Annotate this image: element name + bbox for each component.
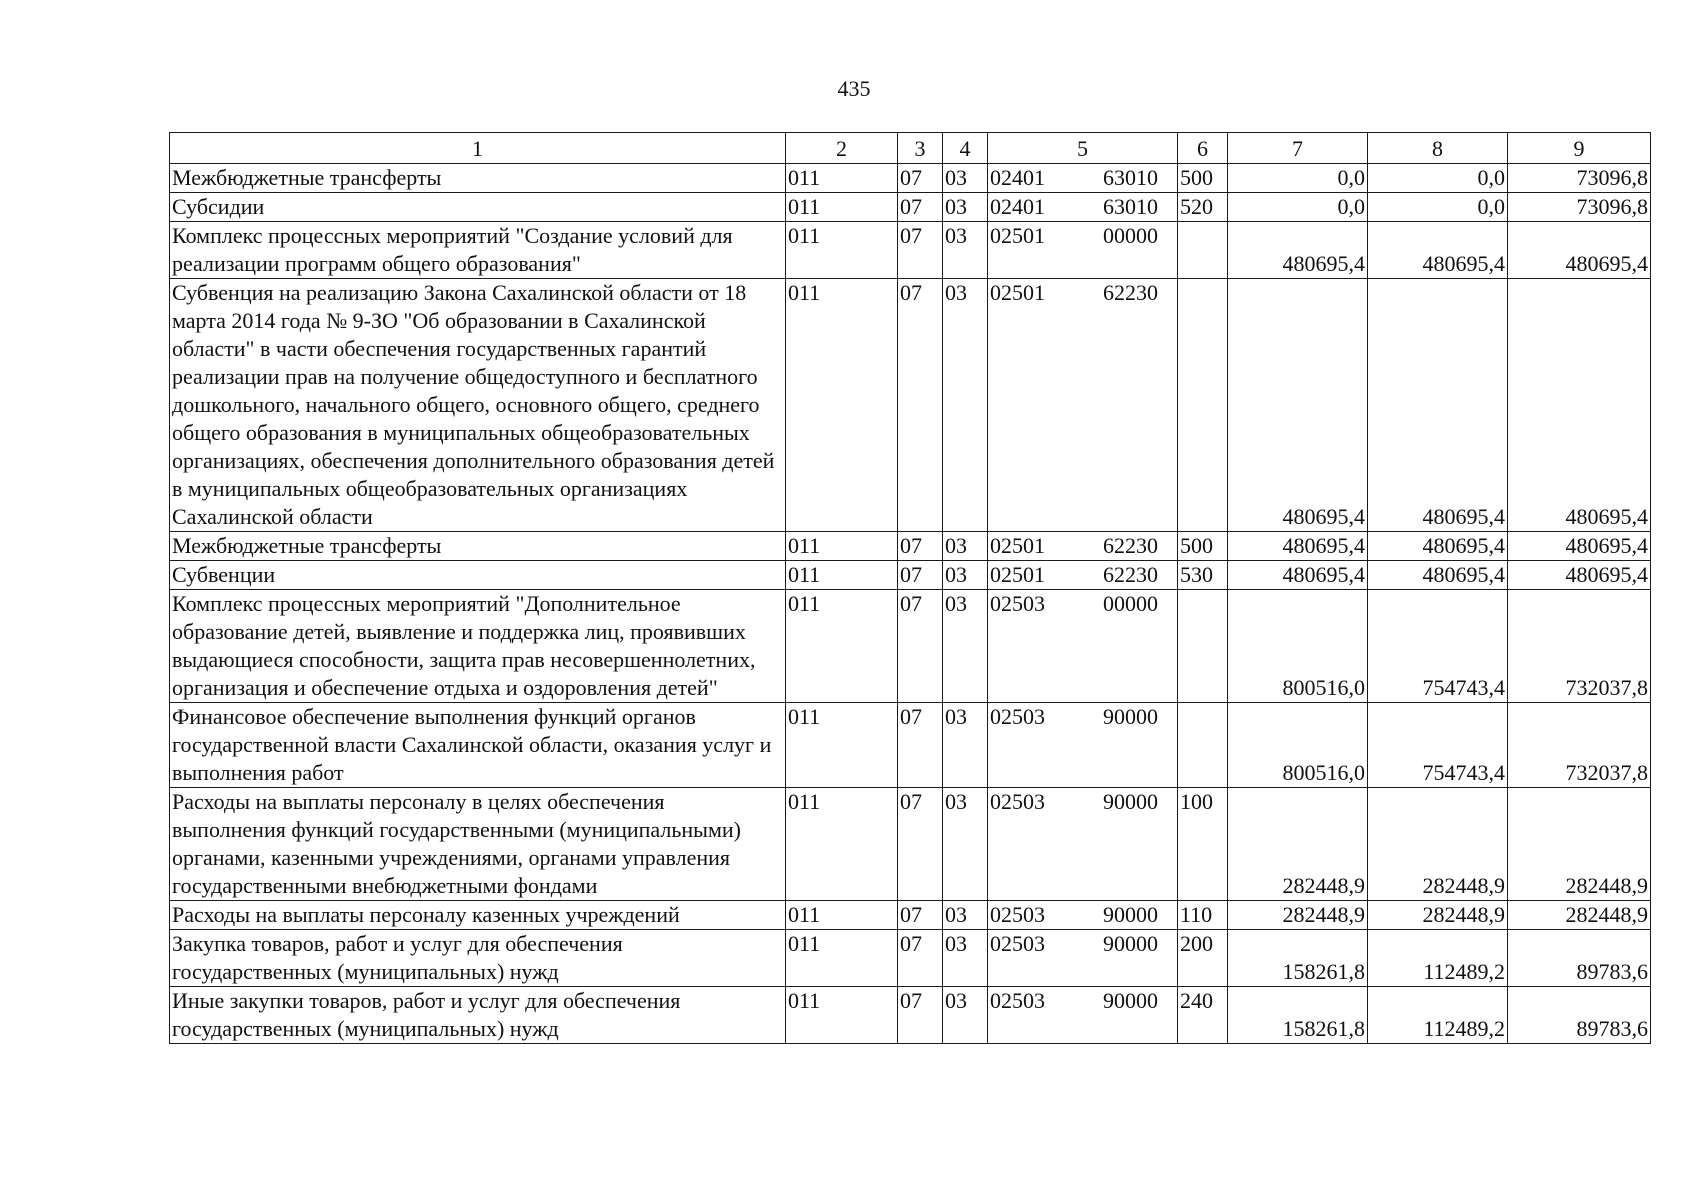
section-code-cell: 07	[898, 532, 943, 561]
amount-year-1-cell: 282448,9	[1228, 788, 1368, 901]
section-code-cell: 07	[898, 788, 943, 901]
section-code-cell: 07	[898, 164, 943, 193]
target-article-direction-code: 90000	[1103, 902, 1158, 927]
amount-year-2-cell: 0,0	[1368, 164, 1508, 193]
target-article-direction-code: 90000	[1103, 988, 1158, 1013]
table-row	[170, 788, 1651, 901]
amount-year-1-cell: 0,0	[1228, 193, 1368, 222]
expense-type-cell: 100	[1178, 788, 1228, 901]
target-article-cell	[988, 590, 1178, 703]
table-row	[170, 590, 1651, 703]
table-row	[170, 222, 1651, 279]
target-article-program-code: 02503	[990, 704, 1045, 729]
target-article-direction-code: 62230	[1103, 562, 1158, 587]
target-article-direction-code: 63010	[1103, 194, 1158, 219]
amount-year-3-cell: 480695,4	[1508, 532, 1651, 561]
section-code-cell: 07	[898, 193, 943, 222]
table-row	[170, 703, 1651, 788]
amount-year-2-cell: 754743,4	[1368, 703, 1508, 788]
target-article-cell	[988, 222, 1178, 279]
target-article-program-code: 02401	[990, 165, 1045, 190]
target-article-cell	[988, 703, 1178, 788]
table-row	[170, 987, 1651, 1044]
ministry-code-cell: 011	[786, 164, 898, 193]
amount-year-2-cell: 282448,9	[1368, 788, 1508, 901]
amount-year-3-cell: 73096,8	[1508, 193, 1651, 222]
amount-year-1-cell: 800516,0	[1228, 703, 1368, 788]
amount-year-1-cell: 0,0	[1228, 164, 1368, 193]
target-article-program-code: 02503	[990, 789, 1045, 814]
budget-table	[169, 132, 1651, 1044]
amount-year-2-cell: 480695,4	[1368, 222, 1508, 279]
target-article-cell	[988, 279, 1178, 532]
header-cell: 9	[1508, 133, 1651, 164]
ministry-code-cell: 011	[786, 532, 898, 561]
target-article-program-code: 02501	[990, 223, 1045, 248]
expense-name-cell: Иные закупки товаров, работ и услуг для обеспечения государственных (муниципальных) нужд	[170, 987, 786, 1044]
ministry-code-cell: 011	[786, 788, 898, 901]
table-row	[170, 901, 1651, 930]
subsection-code-cell: 03	[943, 987, 988, 1044]
subsection-code-cell: 03	[943, 590, 988, 703]
section-code-cell: 07	[898, 987, 943, 1044]
table-row	[170, 193, 1651, 222]
expense-name-cell: Комплекс процессных мероприятий "Создание условий для реализации программ общего образования"	[170, 222, 786, 279]
expense-type-cell: 500	[1178, 164, 1228, 193]
subsection-code-cell: 03	[943, 561, 988, 590]
table-row	[170, 930, 1651, 987]
header-cell: 8	[1368, 133, 1508, 164]
target-article-direction-code: 62230	[1103, 533, 1158, 558]
table-row	[170, 561, 1651, 590]
amount-year-2-cell: 282448,9	[1368, 901, 1508, 930]
subsection-code-cell: 03	[943, 788, 988, 901]
amount-year-2-cell: 480695,4	[1368, 561, 1508, 590]
subsection-code-cell: 03	[943, 193, 988, 222]
subsection-code-cell: 03	[943, 532, 988, 561]
header-cell: 3	[898, 133, 943, 164]
amount-year-3-cell: 480695,4	[1508, 279, 1651, 532]
section-code-cell: 07	[898, 930, 943, 987]
subsection-code-cell: 03	[943, 222, 988, 279]
target-article-direction-code: 63010	[1103, 165, 1158, 190]
expense-name-cell: Субсидии	[170, 193, 786, 222]
table-row	[170, 164, 1651, 193]
subsection-code-cell: 03	[943, 279, 988, 532]
expense-type-cell	[1178, 590, 1228, 703]
amount-year-3-cell: 282448,9	[1508, 901, 1651, 930]
expense-name-cell: Комплекс процессных мероприятий "Дополнительное образование детей, выявление и поддержка лиц, проявивших выдающиеся способности, защита прав несовершеннолетних, организация и обеспечение отдыха и оздоровления детей"	[170, 590, 786, 703]
amount-year-3-cell: 732037,8	[1508, 590, 1651, 703]
amount-year-1-cell: 480695,4	[1228, 561, 1368, 590]
target-article-cell	[988, 193, 1178, 222]
target-article-program-code: 02503	[990, 902, 1045, 927]
ministry-code-cell: 011	[786, 279, 898, 532]
expense-type-cell: 240	[1178, 987, 1228, 1044]
ministry-code-cell: 011	[786, 590, 898, 703]
expense-type-cell	[1178, 703, 1228, 788]
expense-type-cell: 110	[1178, 901, 1228, 930]
target-article-direction-code: 00000	[1103, 223, 1158, 248]
target-article-cell	[988, 164, 1178, 193]
subsection-code-cell: 03	[943, 703, 988, 788]
section-code-cell: 07	[898, 279, 943, 532]
target-article-direction-code: 00000	[1103, 591, 1158, 616]
amount-year-1-cell: 480695,4	[1228, 279, 1368, 532]
target-article-cell	[988, 788, 1178, 901]
amount-year-3-cell: 89783,6	[1508, 987, 1651, 1044]
table-row	[170, 532, 1651, 561]
expense-type-cell: 530	[1178, 561, 1228, 590]
target-article-cell	[988, 987, 1178, 1044]
amount-year-2-cell: 480695,4	[1368, 532, 1508, 561]
table-row	[170, 279, 1651, 532]
expense-type-cell	[1178, 222, 1228, 279]
ministry-code-cell: 011	[786, 703, 898, 788]
target-article-program-code: 02503	[990, 591, 1045, 616]
target-article-cell	[988, 930, 1178, 987]
amount-year-3-cell: 89783,6	[1508, 930, 1651, 987]
ministry-code-cell: 011	[786, 987, 898, 1044]
amount-year-2-cell: 754743,4	[1368, 590, 1508, 703]
target-article-direction-code: 62230	[1103, 280, 1158, 305]
subsection-code-cell: 03	[943, 164, 988, 193]
amount-year-1-cell: 158261,8	[1228, 987, 1368, 1044]
amount-year-3-cell: 73096,8	[1508, 164, 1651, 193]
target-article-cell	[988, 532, 1178, 561]
expense-name-cell: Межбюджетные трансферты	[170, 532, 786, 561]
subsection-code-cell: 03	[943, 901, 988, 930]
target-article-program-code: 02501	[990, 533, 1045, 558]
expense-name-cell: Субвенции	[170, 561, 786, 590]
amount-year-3-cell: 480695,4	[1508, 222, 1651, 279]
expense-name-cell: Субвенция на реализацию Закона Сахалинской области от 18 марта 2014 года № 9-ЗО "Об образовании в Сахалинской области" в части обеспечения государственных гарантий реализации прав на получение общедоступного и бесплатного дошкольного, начального общего, основного общего, среднего общего образования в муниципальных общеобразовательных организациях, обеспечения дополнительного образования детей в муниципальных общеобразовательных организациях Сахалинской области	[170, 279, 786, 532]
target-article-program-code: 02501	[990, 280, 1045, 305]
amount-year-1-cell: 480695,4	[1228, 222, 1368, 279]
page-number: 435	[837, 76, 871, 101]
amount-year-2-cell: 480695,4	[1368, 279, 1508, 532]
ministry-code-cell: 011	[786, 561, 898, 590]
expense-name-cell: Межбюджетные трансферты	[170, 164, 786, 193]
amount-year-2-cell: 112489,2	[1368, 930, 1508, 987]
target-article-program-code: 02501	[990, 562, 1045, 587]
ministry-code-cell: 011	[786, 930, 898, 987]
expense-name-cell: Закупка товаров, работ и услуг для обеспечения государственных (муниципальных) нужд	[170, 930, 786, 987]
expense-name-cell: Расходы на выплаты персоналу казенных учреждений	[170, 901, 786, 930]
section-code-cell: 07	[898, 901, 943, 930]
amount-year-1-cell: 282448,9	[1228, 901, 1368, 930]
subsection-code-cell: 03	[943, 930, 988, 987]
header-cell: 2	[786, 133, 898, 164]
amount-year-3-cell: 282448,9	[1508, 788, 1651, 901]
amount-year-1-cell: 800516,0	[1228, 590, 1368, 703]
amount-year-1-cell: 480695,4	[1228, 532, 1368, 561]
amount-year-1-cell: 158261,8	[1228, 930, 1368, 987]
table-header-row	[170, 133, 1651, 164]
target-article-program-code: 02503	[990, 988, 1045, 1013]
section-code-cell: 07	[898, 222, 943, 279]
amount-year-3-cell: 732037,8	[1508, 703, 1651, 788]
expense-type-cell	[1178, 279, 1228, 532]
expense-type-cell: 500	[1178, 532, 1228, 561]
target-article-direction-code: 90000	[1103, 931, 1158, 956]
ministry-code-cell: 011	[786, 901, 898, 930]
expense-name-cell: Финансовое обеспечение выполнения функций органов государственной власти Сахалинской области, оказания услуг и выполнения работ	[170, 703, 786, 788]
target-article-direction-code: 90000	[1103, 704, 1158, 729]
header-cell: 6	[1178, 133, 1228, 164]
target-article-cell	[988, 901, 1178, 930]
target-article-program-code: 02401	[990, 194, 1045, 219]
header-cell: 1	[170, 133, 786, 164]
amount-year-2-cell: 112489,2	[1368, 987, 1508, 1044]
header-cell: 5	[988, 133, 1178, 164]
header-cell: 7	[1228, 133, 1368, 164]
section-code-cell: 07	[898, 561, 943, 590]
ministry-code-cell: 011	[786, 222, 898, 279]
amount-year-3-cell: 480695,4	[1508, 561, 1651, 590]
target-article-program-code: 02503	[990, 931, 1045, 956]
amount-year-2-cell: 0,0	[1368, 193, 1508, 222]
section-code-cell: 07	[898, 703, 943, 788]
expense-name-cell: Расходы на выплаты персоналу в целях обеспечения выполнения функций государственными (муниципальными) органами, казенными учреждениями, органами управления государственными внебюджетными фондами	[170, 788, 786, 901]
ministry-code-cell: 011	[786, 193, 898, 222]
expense-type-cell: 200	[1178, 930, 1228, 987]
expense-type-cell: 520	[1178, 193, 1228, 222]
target-article-cell	[988, 561, 1178, 590]
section-code-cell: 07	[898, 590, 943, 703]
target-article-direction-code: 90000	[1103, 789, 1158, 814]
header-cell: 4	[943, 133, 988, 164]
